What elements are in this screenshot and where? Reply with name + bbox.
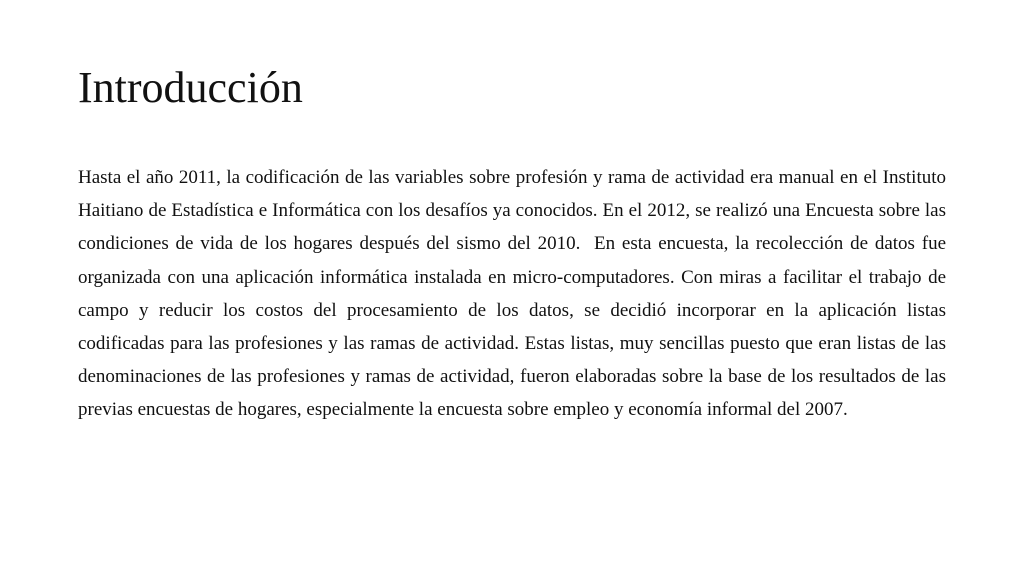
slide-body-text: Hasta el año 2011, la codificación de las variables sobre profesión y rama de actividad era manual en el Instituto Haitiano de Estadística e Informática con los desafíos ya conocidos. En el 2012, se realizó una Encuesta sobre las condiciones de vida de los hogares después del sismo del 2010. En esta encuesta, la recolección de datos fue organizada con una aplicación informática instalada en micro-computadores. Con miras a facilitar el trabajo de campo y reducir los costos del procesamiento de los datos, se decidió incorporar en la aplicación listas codificadas para las profesiones y las ramas de actividad. Estas listas, muy sencillas puesto que eran listas de las denominaciones de las profesiones y ramas de actividad, fueron elaboradas sobre la base de los resultados de las previas encuestas de hogares, especialmente la encuesta sobre empleo y economía informal del 2007. (78, 167, 951, 421)
slide-title: Introducción (78, 63, 303, 112)
